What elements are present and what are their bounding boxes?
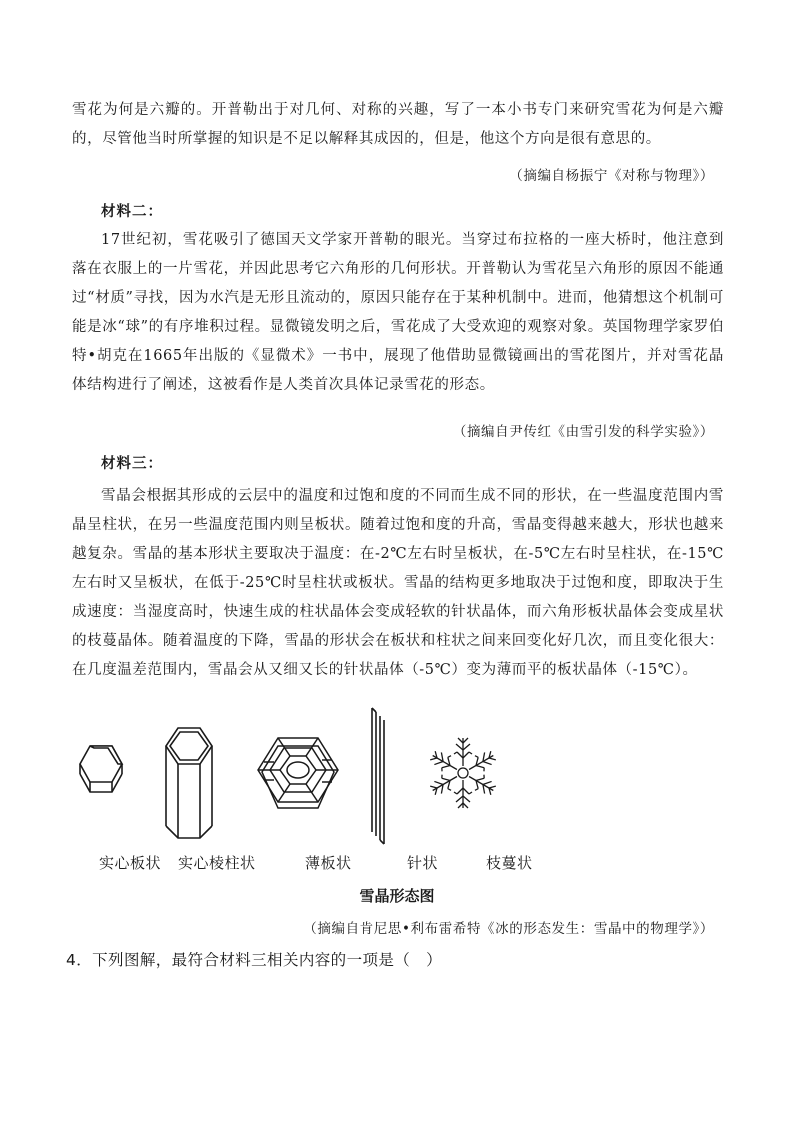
material1-source: （摘编自杨振宁《对称与物理》） xyxy=(509,168,714,184)
thin-plate-crystal-icon xyxy=(258,738,338,808)
material1-paragraph: 雪花为何是六瓣的。开普勒出于对几何、对称的兴趣，写了一本小书专门来研究雪花为何是六瓣的，尽管他当时所掌握的知识是不足以解释其成因的，但是，他这个方向是很有意思的。 xyxy=(72,102,724,147)
dendrite-crystal-icon xyxy=(428,738,498,808)
material3-heading: 材料三： xyxy=(101,455,163,472)
material2-paragraph: 17世纪初，雪花吸引了德国天文学家开普勒的眼光。当穿过布拉格的一座大桥时，他注意到落在衣服上的一片雪花，并因此思考它六角形的几何形状。开普勒认为雪花呈六角形的原因不能通过“材质”寻找，因为水汽是无形且流动的，原因只能存在于某种机制中。进而，他猜想这个机制可能是冰“球”的有序堆积过程。显微镜发明之后，雪花成了大受欢迎的观察对象。英国物理学家罗伯特•胡克在1665年出版的《显微术》一书中，展现了他借助显微镜画出的雪花图片，并对雪花晶体结构进行了阐述，这被看作是人类首次具体记录雪花的形态。 xyxy=(72,232,724,393)
material3-source: （摘编自肯尼思•利布雷希特《冰的形态发生：雪晶中的物理学》） xyxy=(303,921,714,937)
figure-label-solid-plate: 实心板状 xyxy=(99,854,162,872)
question-4: 4．下列图解，最符合材料三相关内容的一项是（ ） xyxy=(66,951,442,969)
material2-heading: 材料二： xyxy=(101,203,163,220)
figure-label-solid-prism: 实心棱柱状 xyxy=(178,854,256,872)
figure-title: 雪晶形态图 xyxy=(359,887,435,905)
snow-crystal-figure xyxy=(60,700,740,850)
figure-label-dendrite: 枝蔓状 xyxy=(486,854,533,872)
needle-crystal-icon xyxy=(372,708,384,844)
figure-label-thin-plate: 薄板状 xyxy=(305,854,352,872)
material2-source: （摘编自尹传红《由雪引发的科学实验》） xyxy=(452,424,714,440)
solid-prism-column-crystal-icon xyxy=(166,728,212,838)
material3-paragraph: 雪晶会根据其形成的云层中的温度和过饱和度的不同而生成不同的形状，在一些温度范围内雪晶呈柱状，在另一些温度范围内则呈板状。随着过饱和度的升高，雪晶变得越来越大，形状也越来越复杂。雪晶的基本形状主要取决于温度：在-2℃左右时呈板状，在-5℃左右时呈柱状，在-15℃左右时又呈板状，在低于-25℃时呈柱状或板状。雪晶的结构更多地取决于过饱和度，即取决于生成速度：当湿度高时，快速生成的柱状晶体会变成轻软的针状晶体，而六角形板状晶体会变成星状的枝蔓晶体。随着温度的下降，雪晶的形状会在板状和柱状之间来回变化好几次，而且变化很大：在几度温差范围内，雪晶会从又细又长的针状晶体（-5℃）变为薄而平的板状晶体（-15℃）。 xyxy=(72,488,724,678)
figure-label-needle: 针状 xyxy=(407,854,439,872)
solid-plate-crystal-icon xyxy=(80,746,122,792)
